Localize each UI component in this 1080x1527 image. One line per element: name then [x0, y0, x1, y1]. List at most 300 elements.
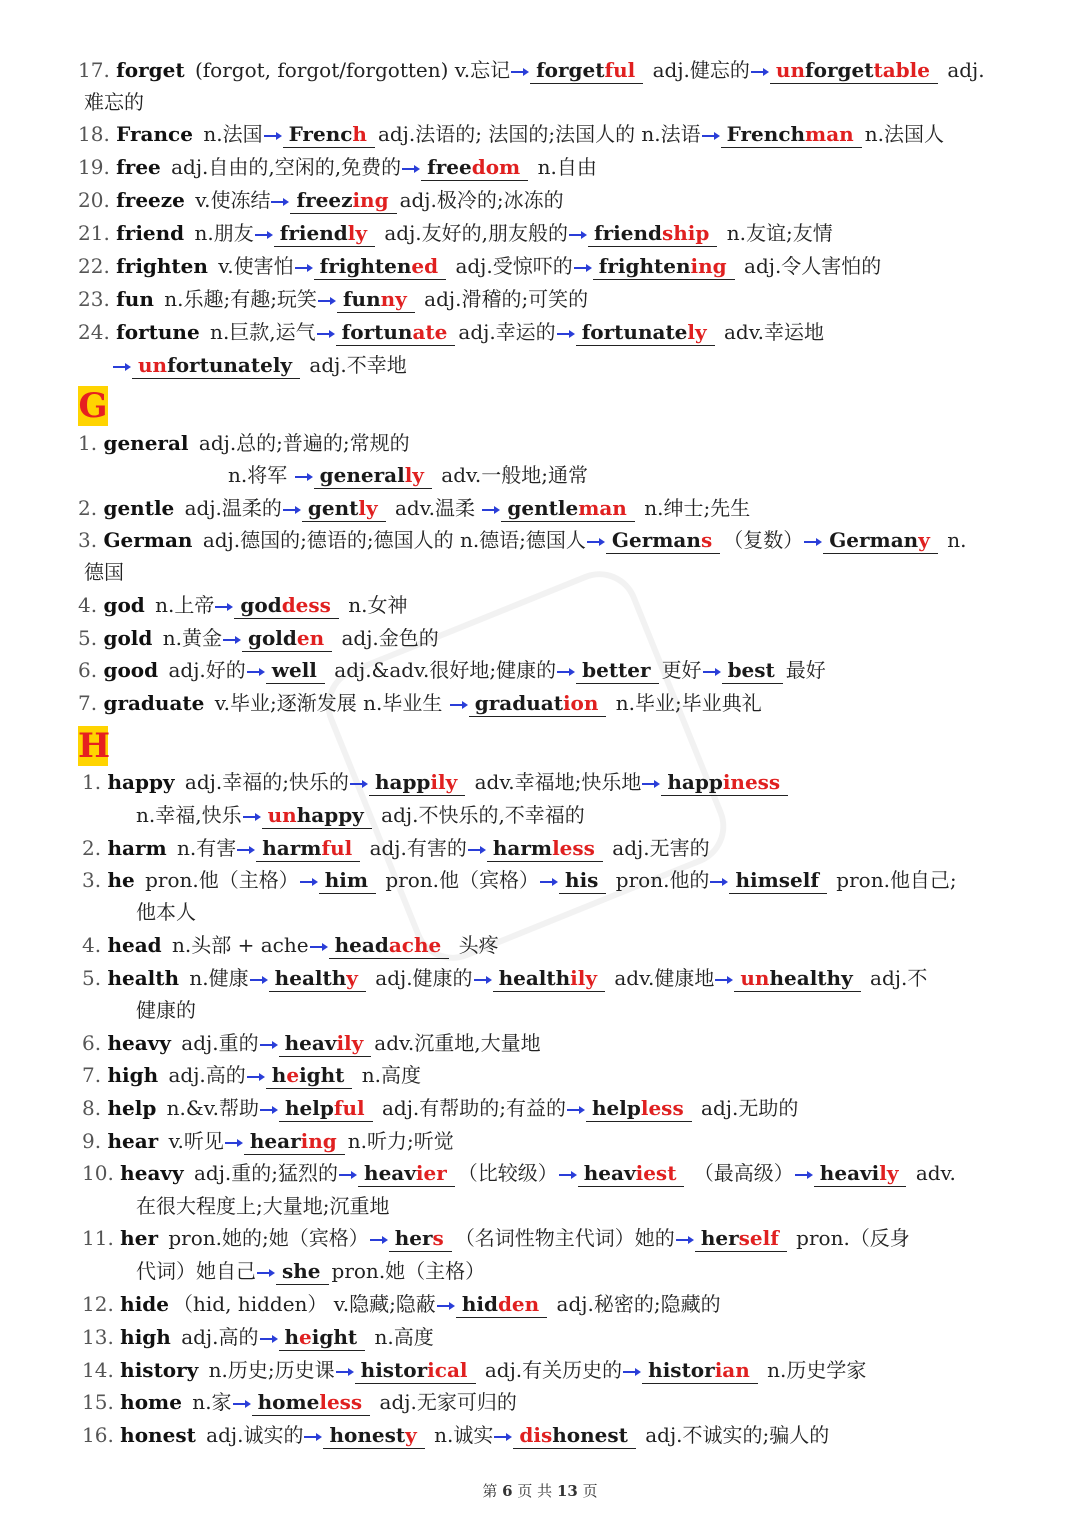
affix: self: [738, 1226, 779, 1250]
definition: 健康的: [136, 998, 196, 1022]
affix: h: [352, 122, 367, 146]
affix: ed: [411, 254, 439, 278]
affix: den: [497, 1292, 540, 1316]
arrow-icon: [304, 1433, 322, 1441]
definition: adj.法语的; 法国的;法国人的 n.法语: [377, 122, 701, 146]
word-entry: [82, 1288, 721, 1320]
answer-blank: [578, 1160, 685, 1187]
stem: she: [282, 1259, 321, 1283]
answer-blank: [513, 1422, 636, 1449]
arrow-icon: [250, 976, 268, 984]
affix: ny: [380, 287, 407, 311]
affix: man: [578, 496, 627, 520]
affix: ful: [604, 58, 636, 82]
definition: adj.健忘的: [646, 58, 750, 82]
definition: （hid, hidden） v.隐藏;隐蔽: [173, 1292, 436, 1316]
entry-number: 21.: [78, 221, 117, 245]
definition: adv.幸运地: [717, 320, 825, 344]
definition: adj.极冷的;冰冻的: [399, 188, 564, 212]
answer-blank: [642, 1357, 758, 1384]
stem: heav: [364, 1161, 416, 1185]
definition: 难忘的: [84, 90, 144, 114]
entry-number: 2.: [82, 836, 108, 860]
entry-number: 17.: [78, 58, 117, 82]
affix: iness: [722, 770, 781, 794]
arrow-icon: [587, 538, 605, 546]
arrow-icon: [715, 976, 733, 984]
headword: frighten: [116, 254, 208, 278]
definition: adj.德国的;德语的;德国人的 n.德语;德国人: [196, 528, 586, 552]
entry-number: 5.: [82, 966, 108, 990]
word-entry: [78, 250, 881, 282]
answer-blank: [266, 1062, 353, 1089]
affix: un: [138, 353, 168, 377]
affix: ing: [352, 188, 389, 212]
headword: history: [120, 1358, 199, 1382]
affix: ship: [662, 221, 710, 245]
entry-continuation: [84, 86, 144, 118]
arrow-icon: [494, 1433, 512, 1441]
answer-blank: [661, 769, 788, 796]
entry-number: 3.: [78, 528, 104, 552]
definition: adv.沉重地,大量地: [374, 1031, 541, 1055]
word-entry: [112, 349, 407, 381]
definition: 代词）她自己: [136, 1259, 256, 1283]
footer-page-number: 6: [502, 1482, 513, 1500]
stem: gent: [307, 496, 359, 520]
affix: ier: [415, 1161, 447, 1185]
stem: histor: [648, 1358, 715, 1382]
entry-number: 1.: [82, 770, 108, 794]
definition: adv.一般地;通常: [434, 463, 589, 487]
arrow-icon: [676, 1236, 694, 1244]
entry-number: 4.: [82, 933, 108, 957]
entry-number: 2.: [78, 496, 104, 520]
arrow-icon: [264, 132, 282, 140]
word-entry: [78, 151, 597, 183]
definition: n.高度: [368, 1325, 434, 1349]
definition: pron.她的;她（宾格）: [161, 1226, 369, 1250]
page-footer: [0, 1480, 1080, 1501]
stem: hid: [461, 1292, 498, 1316]
stem: better: [582, 658, 651, 682]
definition: （名词性物主代词）她的: [454, 1226, 675, 1250]
arrow-icon: [795, 1171, 813, 1179]
stem: happy: [296, 803, 364, 827]
affix: s: [432, 1226, 444, 1250]
word-entry: [82, 962, 927, 994]
definition: adj.不快乐的,不幸福的: [374, 803, 585, 827]
definition: v.使害怕: [211, 254, 294, 278]
affix: ing: [300, 1129, 337, 1153]
arrow-icon: [310, 943, 328, 951]
stem: happ: [374, 770, 431, 794]
definition: adv.健康地: [608, 966, 715, 990]
arrow-icon: [339, 1171, 357, 1179]
entry-number: 8.: [82, 1096, 108, 1120]
arrow-icon: [260, 1106, 278, 1114]
affix: less: [319, 1390, 363, 1414]
entry-continuation: [136, 896, 196, 928]
footer-mid: 页 共: [517, 1482, 553, 1500]
arrow-icon: [350, 780, 368, 788]
definition: adj.不: [863, 966, 928, 990]
word-entry: [78, 217, 833, 249]
stem: fortunately: [167, 353, 293, 377]
definition: 更好: [661, 658, 702, 682]
headword: German: [103, 528, 193, 552]
definition: adj.诚实的: [199, 1423, 304, 1447]
definition: adv.温柔: [388, 496, 482, 520]
arrow-icon: [247, 1073, 265, 1081]
affix: dis: [519, 1423, 553, 1447]
entry-number: 18.: [78, 122, 117, 146]
stem: his: [565, 868, 599, 892]
headword: hide: [120, 1292, 170, 1316]
answer-blank: [493, 965, 605, 992]
word-entry: [78, 427, 410, 459]
definition: n.朋友: [188, 221, 254, 245]
headword: gentle: [103, 496, 175, 520]
affix: un: [740, 966, 770, 990]
headword: general: [103, 431, 189, 455]
headword: head: [107, 933, 162, 957]
answer-blank: [276, 1258, 329, 1285]
arrow-icon: [450, 701, 468, 709]
section-letter-g: G: [78, 386, 108, 426]
arrow-icon: [283, 506, 301, 514]
stem: gentle: [507, 496, 579, 520]
definition: n.黄金: [156, 626, 222, 650]
answer-blank: [389, 1225, 452, 1252]
definition: 德国: [84, 560, 124, 584]
answer-blank: [283, 121, 375, 148]
word-entry: [82, 1419, 829, 1451]
arrow-icon: [702, 132, 720, 140]
answer-blank: [487, 835, 603, 862]
stem: fortun: [341, 320, 413, 344]
arrow-icon: [642, 780, 660, 788]
affix: table: [873, 58, 930, 82]
arrow-icon: [257, 1269, 275, 1277]
answer-blank: [262, 802, 372, 829]
definition: n.家: [185, 1390, 232, 1414]
stem: frighten: [319, 254, 412, 278]
stem: friend: [279, 221, 348, 245]
arrow-icon: [804, 538, 822, 546]
footer-post: 页: [582, 1482, 598, 1500]
arrow-icon: [223, 636, 241, 644]
headword: her: [120, 1226, 158, 1250]
arrow-icon: [557, 668, 575, 676]
footer-total-pages: 13: [556, 1482, 578, 1500]
arrow-icon: [540, 878, 558, 886]
definition: pron.他自己;: [829, 868, 957, 892]
stem: forget: [805, 58, 874, 82]
definition: adj.: [940, 58, 985, 82]
definition: 在很大程度上;大量地;沉重地: [136, 1194, 390, 1218]
definition: adj.自由的,空闲的,免费的: [164, 155, 402, 179]
definition: n.友谊;友情: [720, 221, 833, 245]
definition: n.自由: [531, 155, 597, 179]
arrow-icon: [370, 1236, 388, 1244]
affix: y: [405, 1423, 417, 1447]
affix: ily: [336, 1031, 364, 1055]
word-entry: [82, 1027, 541, 1059]
definition: n.诚实: [427, 1423, 494, 1447]
definition: n.听力;听觉: [347, 1129, 454, 1153]
stem: graduat: [474, 691, 563, 715]
word-entry: [78, 622, 439, 654]
definition: n.历史;历史课: [202, 1358, 335, 1382]
answer-blank: [729, 867, 827, 894]
stem: honest: [552, 1423, 628, 1447]
definition: pron.他（宾格）: [379, 868, 540, 892]
arrow-icon: [569, 231, 587, 239]
headword: heavy: [120, 1161, 184, 1185]
arrow-icon: [215, 603, 233, 611]
entry-number: 6.: [78, 658, 104, 682]
answer-blank: [314, 253, 447, 280]
stem: friend: [594, 221, 662, 245]
entry-number: 3.: [82, 868, 108, 892]
stem: well: [271, 658, 317, 682]
definition: n.女神: [341, 593, 408, 617]
word-entry: [82, 766, 791, 798]
answer-blank: [814, 1160, 907, 1187]
definition: adj.幸福的;快乐的: [178, 770, 349, 794]
headword: honest: [120, 1423, 196, 1447]
definition: adj.无家可归的: [373, 1390, 517, 1414]
answer-blank: [770, 57, 938, 84]
entry-number: 7.: [78, 691, 104, 715]
word-entry: [78, 492, 750, 524]
definition: n.高度: [355, 1063, 422, 1087]
headword: good: [103, 658, 159, 682]
affix: e: [286, 1063, 300, 1087]
definition: n.&v.帮助: [160, 1096, 259, 1120]
definition: n.法国: [196, 122, 263, 146]
entry-number: 13.: [82, 1325, 121, 1349]
word-entry: [78, 654, 826, 686]
stem: health: [274, 966, 347, 990]
definition: adj.总的;普遍的;常规的: [192, 431, 410, 455]
entry-number: 14.: [82, 1358, 121, 1382]
word-entry: [78, 524, 966, 556]
word-entry: [78, 589, 408, 621]
headword: free: [116, 155, 161, 179]
arrow-icon: [482, 506, 500, 514]
arrow-icon: [255, 231, 273, 239]
stem: fortunate: [581, 320, 688, 344]
answer-blank: [734, 965, 860, 992]
entry-number: 4.: [78, 593, 104, 617]
definition: (forgot, forgot/forgotten) v.忘记: [188, 58, 511, 82]
affix: ical: [427, 1358, 468, 1382]
definition: adj.令人害怕的: [737, 254, 882, 278]
definition: pron.她（主格）: [331, 1259, 486, 1283]
affix: un: [775, 58, 806, 82]
answer-blank: [266, 657, 325, 684]
affix: ful: [321, 836, 353, 860]
definition: 头疼: [452, 933, 499, 957]
word-entry: [82, 1092, 798, 1124]
definition: v.使冻结: [188, 188, 271, 212]
answer-blank: [501, 495, 634, 522]
affix: e: [299, 1325, 312, 1349]
entry-number: 16.: [82, 1423, 121, 1447]
stem: heavi: [819, 1161, 880, 1185]
entry-number: 6.: [82, 1031, 108, 1055]
entry-continuation: [136, 1255, 485, 1287]
stem: himself: [735, 868, 819, 892]
definition: n.毕业;毕业典礼: [609, 691, 762, 715]
stem: frighten: [598, 254, 691, 278]
answer-blank: [588, 220, 717, 247]
arrow-icon: [233, 1400, 251, 1408]
stem: ight: [311, 1325, 358, 1349]
definition: adj.好的: [162, 658, 246, 682]
definition: n.头部 + ache: [165, 933, 309, 957]
word-entry: [82, 1059, 421, 1091]
arrow-icon: [557, 330, 575, 338]
entry-continuation: [84, 556, 124, 588]
entry-number: 1.: [78, 431, 104, 455]
answer-blank: [823, 527, 938, 554]
definition: 他本人: [136, 900, 196, 924]
definition: n.上帝: [148, 593, 215, 617]
stem: h: [284, 1325, 300, 1349]
stem: god: [240, 593, 282, 617]
answer-blank: [323, 1422, 424, 1449]
stem: heav: [284, 1031, 337, 1055]
stem: hear: [249, 1129, 301, 1153]
affix: s: [700, 528, 713, 552]
headword: health: [107, 966, 180, 990]
word-entry: [82, 1386, 517, 1418]
answer-blank: [242, 625, 332, 652]
answer-blank: [290, 187, 396, 214]
stem: happ: [667, 770, 723, 794]
affix: less: [640, 1096, 684, 1120]
headword: high: [120, 1325, 171, 1349]
stem: her: [394, 1226, 433, 1250]
definition: n.法国人: [864, 122, 944, 146]
entry-number: 7.: [82, 1063, 108, 1087]
definition: adj.健康的: [368, 966, 473, 990]
definition: adj.不幸地: [303, 353, 407, 377]
answer-blank: [337, 286, 415, 313]
headword: fun: [116, 287, 154, 311]
stem: forget: [536, 58, 605, 82]
affix: ily: [430, 770, 458, 794]
arrow-icon: [247, 668, 265, 676]
definition: n.将军: [228, 463, 294, 487]
stem: French: [726, 122, 806, 146]
word-entry: [78, 118, 944, 150]
entry-number: 24.: [78, 320, 117, 344]
answer-blank: [302, 495, 386, 522]
definition: adj.有帮助的;有益的: [375, 1096, 566, 1120]
arrow-icon: [511, 68, 529, 76]
stem: healthy: [769, 966, 853, 990]
headword: forget: [116, 58, 185, 82]
answer-blank: [279, 1324, 366, 1351]
headword: France: [116, 122, 193, 146]
arrow-icon: [336, 1368, 354, 1376]
definition: n.历史学家: [760, 1358, 867, 1382]
definition: n.幸福,快乐: [136, 803, 242, 827]
affix: un: [267, 803, 297, 827]
word-entry: [78, 283, 588, 315]
headword: freeze: [116, 188, 185, 212]
arrow-icon: [300, 878, 318, 886]
answer-blank: [695, 1225, 787, 1252]
entry-number: 5.: [78, 626, 104, 650]
answer-blank: [244, 1128, 345, 1155]
arrow-icon: [237, 846, 255, 854]
definition: adv.幸福地;快乐地: [468, 770, 642, 794]
word-entry: [82, 864, 957, 896]
stem: home: [257, 1390, 320, 1414]
answer-blank: [132, 352, 300, 379]
definition: n.巨款,运气: [203, 320, 316, 344]
answer-blank: [530, 57, 643, 84]
definition: pron.他的: [609, 868, 710, 892]
arrow-icon: [402, 165, 420, 173]
answer-blank: [329, 932, 450, 959]
answer-blank: [319, 867, 376, 894]
affix: ily: [570, 966, 597, 990]
definition: （最高级）: [687, 1161, 794, 1185]
definition: n.: [940, 528, 967, 552]
word-entry: [82, 832, 710, 864]
word-entry: [78, 54, 985, 86]
arrow-icon: [468, 846, 486, 854]
word-entry: [78, 687, 762, 719]
headword: friend: [116, 221, 185, 245]
answer-blank: [269, 965, 366, 992]
entry-continuation: [136, 1190, 389, 1222]
definition: n.乐趣;有趣;玩笑: [157, 287, 317, 311]
stem: h: [271, 1063, 287, 1087]
definition: adj.无害的: [605, 836, 710, 860]
stem: gold: [247, 626, 297, 650]
answer-blank: [336, 319, 456, 346]
affix: ly: [347, 221, 367, 245]
stem: Frenc: [288, 122, 353, 146]
definition: adj.重的;猛烈的: [187, 1161, 339, 1185]
definition: （比较级）: [457, 1161, 558, 1185]
headword: help: [107, 1096, 157, 1120]
affix: dess: [281, 593, 331, 617]
affix: iest: [635, 1161, 677, 1185]
answer-blank: [234, 592, 339, 619]
headword: hear: [107, 1129, 159, 1153]
definition: n.绅士;先生: [637, 496, 751, 520]
arrow-icon: [260, 1335, 278, 1343]
stem: ight: [299, 1063, 345, 1087]
arrow-icon: [559, 1171, 577, 1179]
headword: happy: [107, 770, 175, 794]
definition: adj.秘密的;隐藏的: [550, 1292, 721, 1316]
stem: honest: [329, 1423, 406, 1447]
affix: ly: [687, 320, 707, 344]
entry-number: 22.: [78, 254, 117, 278]
definition: v.听见: [162, 1129, 224, 1153]
section-letter-h: H: [78, 726, 111, 766]
answer-blank: [274, 220, 375, 247]
